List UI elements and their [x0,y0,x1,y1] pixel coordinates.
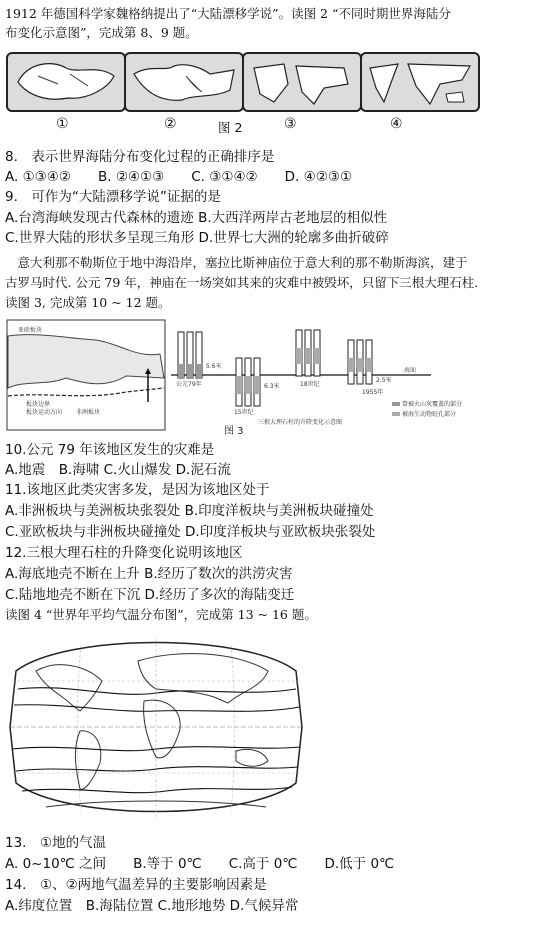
map-4-label: ④ [390,116,403,132]
q11-stem: 11.该地区此类灾害多发，是因为该地区处于 [5,482,270,498]
q8-options: A. ①③④② B. ②④①③ C. ③①④② D. ④②③① [5,169,353,185]
fig4-intro: 读图 4 “世界年平均气温分布图”，完成第 13 ~ 16 题。 [5,607,317,622]
figure-3 [6,318,463,437]
fig3-columns-79 [178,332,202,378]
fig3-plate-a: 亚欧板块 [18,327,43,334]
q11-options-2: C.亚欧板块与非洲板块碰撞处 D.印度洋板块与亚欧板块张裂处 [5,524,376,540]
passage-line-2: 古罗马时代. 公元 79 年，神庙在一场突如其来的灾难中被毁坏，只留下三根大理石柱. [5,275,479,290]
q10-stem: 10.公元 79 年该地区发生的灾难是 [5,442,215,458]
q14-options: A.纬度位置 B.海陆位置 C.地形地势 D.气候异常 [5,898,299,914]
fig3-columns-1955 [348,340,372,384]
figure-2-continent-maps [6,48,540,136]
fig3-caption: 图 3 [224,426,244,437]
fig3-legend-1: 板块边界 [26,401,51,408]
passage-line-3: 读图 3, 完成第 10 ~ 12 题。 [5,295,171,310]
q9-stem: 9. 可作为“大陆漂移学说”证据的是 [5,189,221,205]
q8-stem: 8. 表示世界海陆分布变化过程的正确排序是 [5,149,275,165]
fig3-legend-2: 板块运动方向 [26,409,63,416]
map-3-label: ③ [284,116,297,132]
q9-options-1: A.台湾海峡发现古代森林的遗迹 B.大西洋两岸古老地层的相似性 [5,210,388,226]
fig3-year-18c: 18世纪 [300,381,320,388]
fig3-year-15c: 15世纪 [234,409,254,416]
passage-line-1: 意大利那不勒斯位于地中海沿岸，塞拉比斯神庙位于意大利的那不勒斯海滨，建于 [5,255,468,270]
map-2-label: ② [164,116,177,132]
svg-text:6.3米: 6.3米 [264,383,280,390]
map-3 [242,52,362,112]
fig3-legend-3: 曾被火山灰覆盖的部分 [402,401,463,408]
figure-4-world-temperature-map [6,631,306,823]
map-2 [124,52,244,112]
intro-line-2: 布变化示意图”，完成第 8、9 题。 [5,25,198,40]
q12-options-2: C.陆地地壳不断在下沉 D.经历了多次的海陆变迁 [5,587,295,603]
q13-options: A. 0~10℃ 之间 B.等于 0℃ C.高于 0℃ D.低于 0℃ [5,856,395,872]
fig3-subtitle: 三根大理石柱的升降变化示意图 [258,419,343,426]
q12-stem: 12.三根大理石柱的升降变化说明该地区 [5,545,243,561]
svg-text:2.5米: 2.5米 [376,377,392,384]
q11-options-1: A.非洲板块与美洲板块张裂处 B.印度洋板块与美洲板块碰撞处 [5,503,374,519]
svg-text:5.6米: 5.6米 [206,363,222,370]
map-4 [360,52,480,112]
figure-2-caption: 图 2 [218,120,243,135]
map-1-label: ① [56,116,69,132]
intro-line-1: 1912 年德国科学家魏格纳提出了“大陆漂移学说”。读图 2 “不同时期世界海陆分 [5,6,451,21]
fig3-year-1955: 1955年 [362,389,384,396]
map-1 [6,52,126,112]
q12-options-1: A.海底地壳不断在上升 B.经历了数次的洪涝灾害 [5,566,293,582]
fig3-columns-15c [236,358,260,406]
q9-options-2: C.世界大陆的形状多呈现三角形 D.世界七大洲的轮廓多曲折破碎 [5,230,389,246]
q10-options: A.地震 B.海啸 C.火山爆发 D.泥石流 [5,462,231,478]
q14-stem: 14. ①、②两地气温差异的主要影响因素是 [5,877,267,893]
fig3-legend-4: 被海生动物蛀孔部分 [402,411,457,418]
q13-stem: 13. ①地的气温 [5,835,107,851]
fig3-sea-label: 海面 [404,367,417,374]
fig3-plate-b: 非洲板块 [76,409,101,416]
fig3-year-79: 公元79年 [176,381,202,388]
fig3-columns-18c [296,330,320,376]
